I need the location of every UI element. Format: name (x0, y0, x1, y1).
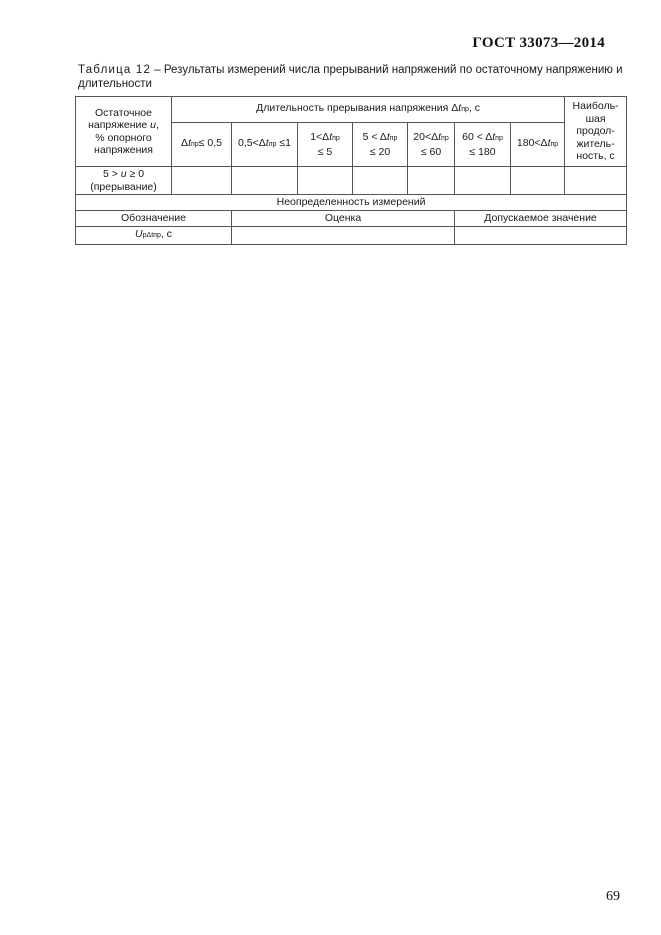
data-cell (565, 167, 627, 195)
table-caption (78, 64, 623, 91)
uncertainty-allowed-value (455, 227, 627, 245)
uncertainty-col-allowed: Допускаемое значение (455, 211, 627, 227)
standard-header: ГОСТ 33073—2014 (472, 35, 605, 51)
row-label-interruption: 5 > u ≥ 0 (прерывание) (76, 167, 172, 195)
header-longest-duration: Наиболь- шая продол- житель- ность, с (565, 97, 627, 167)
data-cell (408, 167, 455, 195)
page-number: 69 (606, 889, 620, 904)
uncertainty-symbol: UрΔtпр, с (76, 227, 232, 245)
caption-text: – Результаты измерений числа прерываний напряжений по остаточному напряжению и длительности (78, 64, 623, 90)
data-cell (232, 167, 298, 195)
data-cell (455, 167, 511, 195)
header-residual-voltage: Остаточное напряжение u, % опорного напряжения (76, 97, 172, 167)
bin-header-4: 5 < Δtпр ≤ 20 (353, 123, 408, 167)
bin-header-7: 180<Δtпр (511, 123, 565, 167)
bin-header-6: 60 < Δtпр ≤ 180 (455, 123, 511, 167)
uncertainty-col-designation: Обозначение (76, 211, 232, 227)
results-table (75, 96, 627, 245)
data-cell (511, 167, 565, 195)
header-duration: Длительность прерывания напряжения Δtпр, с (172, 97, 565, 123)
data-cell (353, 167, 408, 195)
bin-header-3: 1<Δtпр ≤ 5 (298, 123, 353, 167)
data-cell (172, 167, 232, 195)
uncertainty-estimate-value (232, 227, 455, 245)
data-cell (298, 167, 353, 195)
bin-header-2: 0,5<Δtпр ≤1 (232, 123, 298, 167)
table-row (76, 167, 627, 195)
uncertainty-col-estimate: Оценка (232, 211, 455, 227)
uncertainty-title: Неопределенность измерений (76, 195, 627, 211)
caption-label: Таблица 12 (78, 64, 152, 76)
table-row (76, 227, 627, 245)
bin-header-5: 20<Δtпр ≤ 60 (408, 123, 455, 167)
bin-header-1: Δtпр≤ 0,5 (172, 123, 232, 167)
